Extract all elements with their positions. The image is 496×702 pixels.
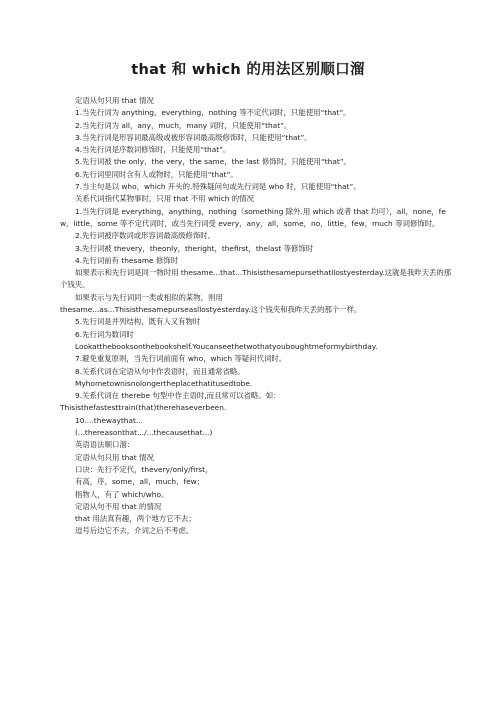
paragraph-line: 定语从句只用 that 情况 xyxy=(75,452,154,462)
paragraph-line: 定语从句不用 that 的情况 xyxy=(75,501,162,511)
paragraph-line: 6.先行词为数词时 xyxy=(75,329,134,339)
paragraph-line: thesame...as...Thisisthesamepurseasllostyesterday.这个钱夹和我昨天丢的那个一样。 xyxy=(60,305,362,315)
paragraph-line: 指物人，有了 which/who。 xyxy=(75,489,169,499)
paragraph-line: 定语从句只用 that 情况 xyxy=(75,96,154,105)
paragraph-line: 7.避免重复原则，当先行词前面有 who，which 等疑问代词时。 xyxy=(75,354,287,364)
paragraph-line: 4.当先行词是序数词修饰时，只能使用“that”。 xyxy=(75,145,231,155)
document-body xyxy=(60,95,456,538)
paragraph-line: 5.先行词被 the only，the very，the same，the last 修饰时，只能使用“that”。 xyxy=(75,157,352,167)
paragraph-line: 2.当先行词为 all，any，much，many 词时，只能使用“that”。 xyxy=(75,120,292,130)
paragraph-line: 2.先行词被序数词或形容词最高级修饰时。 xyxy=(75,231,216,241)
paragraph-line: (...thereasonthat.../...thecausethat...) xyxy=(75,428,213,438)
paragraph-line: 8.关系代词在定语从句中作表语时，而且通常省略。 xyxy=(75,366,245,376)
document-title: that 和 which 的用法区别顺口溜 xyxy=(131,62,365,78)
paragraph-line: Thisisthefastesttrain(that)therehaseverbeen. xyxy=(60,403,227,413)
paragraph-line: 5.先行词是并列结构，既有人又有物时 xyxy=(75,317,201,327)
paragraph-line: 英语语法顺口溜： xyxy=(75,440,135,450)
paragraph-line: that 用法真有趣，两个地方它不去； xyxy=(75,514,196,524)
paragraph-line: 关系代词指代某物事时，只用 that 不用 which 的情况 xyxy=(75,194,254,204)
paragraph-line: 4.先行词前有 thesame 修饰时 xyxy=(75,255,179,265)
paragraph-line: 6.先行词里同时含有人或物时，只能使用“that”。 xyxy=(75,169,238,179)
paragraph-line: 9.关系代词在 therebe 句型中作主语时,而且常可以省略。如： xyxy=(75,391,281,401)
paragraph-line: 3.先行词被 thevery，theonly，theright，thefirst，thelast 等修饰时 xyxy=(75,243,314,253)
paragraph-line: 逗号后边它不去，介词之后不考虑。 xyxy=(75,526,194,536)
paragraph-line: 7.当主句是以 who，which 开头的.特殊疑问句或先行词是 who 时，只能使用“that”。 xyxy=(75,182,361,192)
paragraph-line: 如果表示与先行词同一类或相似的某物，则用 xyxy=(75,292,223,302)
paragraph-line: 如果表示和先行词是同一物时用 thesame...that...Thisisthesamepursethatllostyesterday.这就是我昨天丢的那个钱夹。 xyxy=(60,268,452,290)
paragraph-line: 口诀：先行不定代，thevery/only/first， xyxy=(75,464,213,474)
paragraph-line: Lookatthebooksonthebookshelf.Youcanseethetwothatyouboughtmeformybirthday. xyxy=(75,341,378,351)
paragraph-line: 1.当先行词为 anything，everything，nothing 等不定代词时，只能使用“that”。 xyxy=(75,108,351,118)
paragraph-line: 10....thewaythat... xyxy=(75,415,143,425)
paragraph-line: 1.当先行词是 everything，anything，nothing（something 除外.用 which 或者 that 均可），all，none，few，little，some 等不定代词时，或当先行词受 every，any，all，some，no，little，few，much 等词修饰时。 xyxy=(60,206,446,228)
paragraph-line: Myhometownisnolongertheplacethatitusedtobe. xyxy=(75,378,253,388)
paragraph-line: 有高，序，some，all，much，few； xyxy=(75,477,205,487)
paragraph-line: 3.当先行词是形容词最高级或被形容词最高级修饰时，只能使用“that”。 xyxy=(75,132,312,142)
